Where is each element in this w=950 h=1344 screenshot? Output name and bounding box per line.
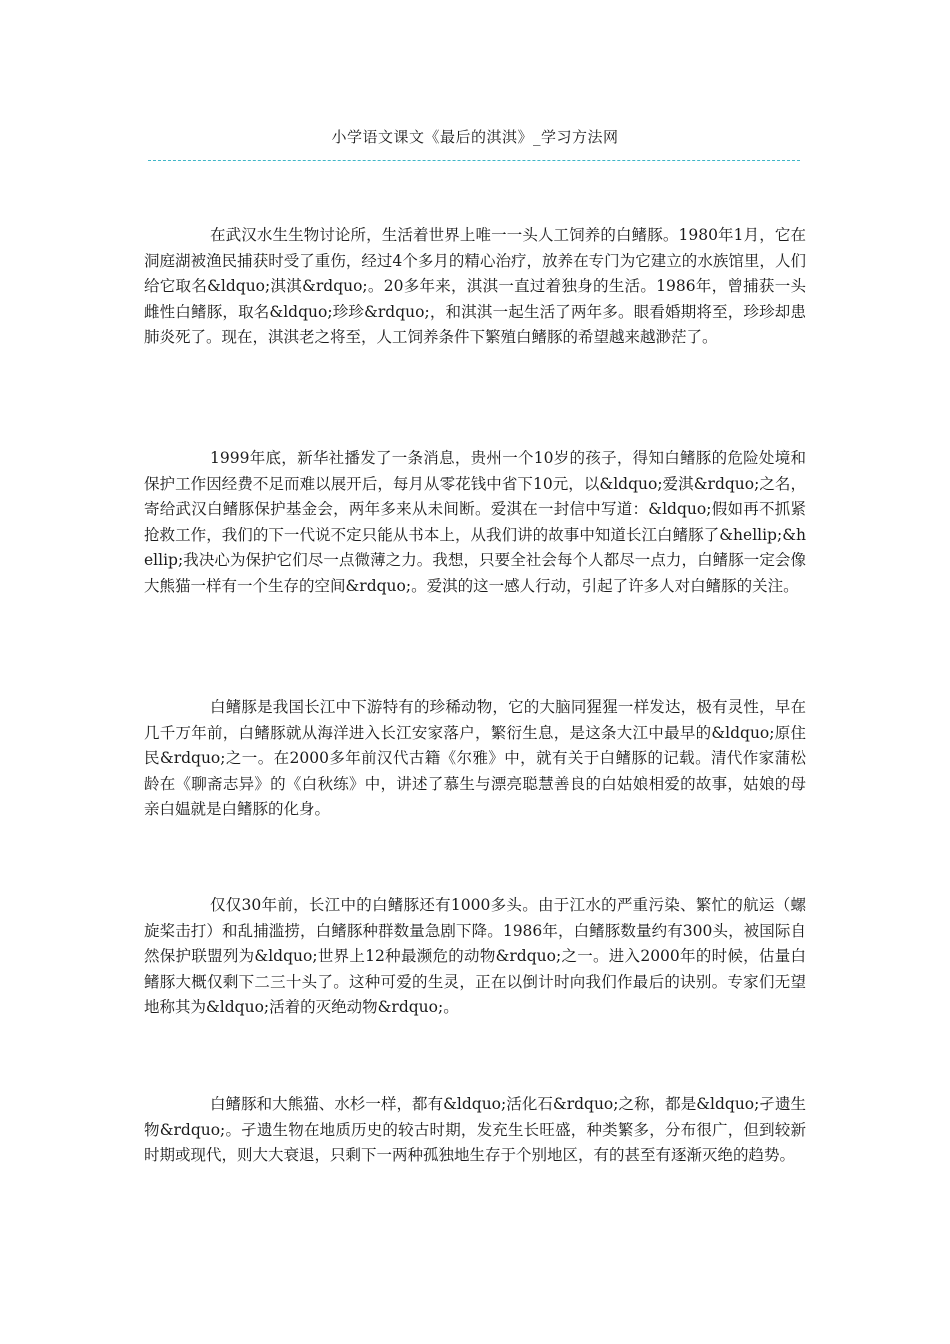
paragraph-1: 在武汉水生生物讨论所，生活着世界上唯一一头人工饲养的白鳍豚。1980年1月，它在洞庭湖被渔民捕获时受了重伤，经过4个多月的精心治疗，放养在专门为它建立的水族馆里，人们给它取名&ldquo;淇淇&rdquo;。20多年来，淇淇一直过着独身的生活。1986年，曾捕获一头雌性白鳍豚，取名&ldquo;珍珍&rdquo;，和淇淇一起生活了两年多。眼看婚期将至，珍珍却患肺炎死了。现在，淇淇老之将至，人工饲养条件下繁殖白鳍豚的希望越来越渺茫了。	[144, 226, 806, 347]
paragraph-3: 白鳍豚是我国长江中下游特有的珍稀动物，它的大脑同猩猩一样发达，极有灵性，早在几千万年前，白鳍豚就从海洋进入长江安家落户，繁衍生息，是这条大江中最早的&ldquo;原住民&rdquo;之一。在2000多年前汉代古籍《尔雅》中，就有关于白鳍豚的记载。清代作家蒲松龄在《聊斋志异》的《白秋练》中，讲述了慕生与漂亮聪慧善良的白姑娘相爱的故事，姑娘的母亲白媪就是白鳍豚的化身。	[144, 698, 806, 819]
title-divider	[148, 160, 800, 161]
paragraph-5: 白鳍豚和大熊猫、水杉一样，都有&ldquo;活化石&rdquo;之称，都是&ldquo;孑遗生物&rdquo;。孑遗生物在地质历史的较古时期，发充生长旺盛，种类繁多，分布很广，但到较新时期或现代，则大大衰退，只剩下一两种孤独地生存于个别地区，有的甚至有逐渐灭绝的趋势。	[144, 1095, 806, 1165]
paragraph-2: 1999年底，新华社播发了一条消息，贵州一个10岁的孩子，得知白鳍豚的危险处境和保护工作因经费不足而难以展开后，每月从零花钱中省下10元，以&ldquo;爱淇&rdquo;之名，寄给武汉白鳍豚保护基金会，两年多来从未间断。爱淇在一封信中写道：&ldquo;假如再不抓紧抢救工作，我们的下一代说不定只能从书本上，从我们讲的故事中知道长江白鳍豚了&hellip;&hellip;我决心为保护它们尽一点微薄之力。我想，只要全社会每个人都尽一点力，白鳍豚一定会像大熊猫一样有一个生存的空间&rdquo;。爱淇的这一感人行动，引起了许多人对白鳍豚的关注。	[144, 449, 806, 595]
document-title: 小学语文课文《最后的淇淇》_学习方法网	[331, 128, 619, 146]
paragraph-4: 仅仅30年前，长江中的白鳍豚还有1000多头。由于江水的严重污染、繁忙的航运（螺旋桨击打）和乱捕滥捞，白鳍豚种群数量急剧下降。1986年，白鳍豚数量约有300头，被国际自然保护联盟列为&ldquo;世界上12种最濒危的动物&rdquo;之一。进入2000年的时候，估量白鳍豚大概仅剩下二三十头了。这种可爱的生灵，正在以倒计时向我们作最后的诀别。专家们无望地称其为&ldquo;活着的灭绝动物&rdquo;。	[144, 896, 806, 1017]
